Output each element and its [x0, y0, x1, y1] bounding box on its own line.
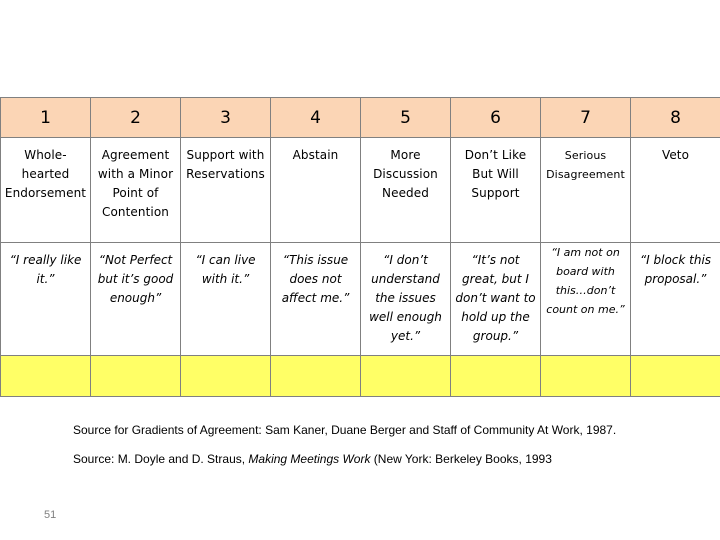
- quote-row: [1, 242, 720, 355]
- label-cell: Veto: [631, 138, 720, 243]
- quote-cell: “I don’t understand the issues well enough yet.”: [361, 242, 451, 355]
- quote-cell: “This issue does not affect me.”: [271, 242, 361, 355]
- quote-cell: “It’s not great, but I don’t want to hold up the group.”: [451, 242, 541, 355]
- label-cell: Support with Reservations: [181, 138, 271, 243]
- blank-cell: [1, 355, 91, 396]
- number-header-row: [1, 98, 720, 138]
- blank-cell: [361, 355, 451, 396]
- quote-cell: “I am not on board with this…don’t count on me.”: [541, 242, 631, 355]
- gradients-of-agreement-table: [0, 97, 720, 397]
- blank-cell: [271, 355, 361, 396]
- label-cell: Abstain: [271, 138, 361, 243]
- blank-cell: [91, 355, 181, 396]
- number-cell: 6: [451, 98, 541, 138]
- label-cell: Whole- hearted Endorsement: [1, 138, 91, 243]
- blank-cell: [451, 355, 541, 396]
- number-cell: 4: [271, 98, 361, 138]
- quote-cell: “Not Perfect but it’s good enough”: [91, 242, 181, 355]
- source-suffix: (New York: Berkeley Books, 1993: [370, 452, 552, 466]
- label-row: [1, 138, 720, 243]
- number-cell: 5: [361, 98, 451, 138]
- number-cell: 8: [631, 98, 720, 138]
- label-cell: More Discussion Needed: [361, 138, 451, 243]
- blank-cell: [541, 355, 631, 396]
- label-cell: Don’t Like But Will Support: [451, 138, 541, 243]
- source-prefix: Source: M. Doyle and D. Straus,: [73, 452, 249, 466]
- number-cell: 3: [181, 98, 271, 138]
- label-cell: Serious Disagreement: [541, 138, 631, 243]
- source-citation-kaner: Source for Gradients of Agreement: Sam Kaner, Duane Berger and Staff of Community At Work, 1987.: [73, 423, 617, 437]
- page-number: 51: [44, 509, 57, 521]
- blank-cell: [631, 355, 720, 396]
- label-cell: Agreement with a Minor Point of Contention: [91, 138, 181, 243]
- number-cell: 1: [1, 98, 91, 138]
- blank-cell: [181, 355, 271, 396]
- source-citation-doyle: [73, 452, 552, 466]
- number-cell: 7: [541, 98, 631, 138]
- blank-yellow-row: [1, 355, 720, 396]
- quote-cell: “I can live with it.”: [181, 242, 271, 355]
- book-title: Making Meetings Work: [248, 452, 371, 466]
- quote-cell: “I block this proposal.”: [631, 242, 720, 355]
- quote-cell: “I really like it.”: [1, 242, 91, 355]
- number-cell: 2: [91, 98, 181, 138]
